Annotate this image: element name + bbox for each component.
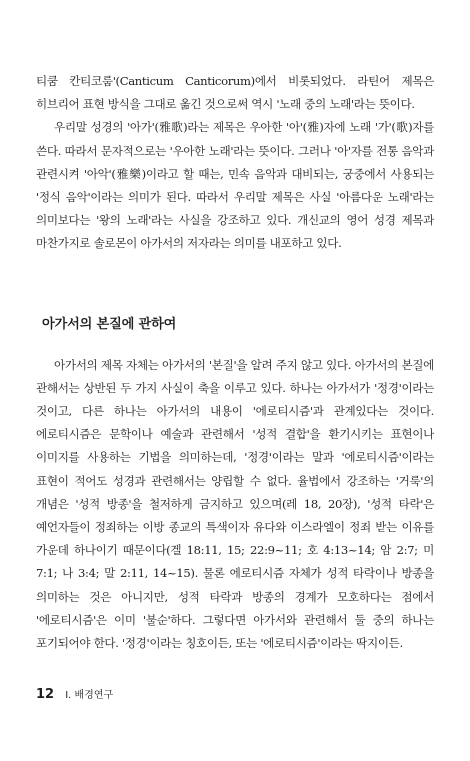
page-body bbox=[36, 70, 434, 655]
page-number: 12 bbox=[36, 687, 55, 702]
section-heading: 아가서의 본질에 관하여 bbox=[42, 316, 177, 332]
section-paragraph-1: 아가서의 제목 자체는 아가서의 '본질'을 알려 주지 않고 있다. 아가서의 본질에 관해서는 상반된 두 가지 사실이 축을 이루고 있다. 하나는 아가서가 '정경'이라는 것이고, 다른 하나는 아가서의 내용이 '에로티시즘'과 관계있다는 것이다. 에로티시즘은 문학이나 예술과 관련해서 '성적 결합'을 환기시키는 표현이나 이미지를 사용하는 기법을 의미하는데, '정경'이라는 말과 '에로티시즘'이라는 표현이 적어도 성경과 관련해서는 양립할 수 없다. 율법에서 강조하는 '거룩'의 개념은 '성적 방종'을 철저하게 금지하고 있으며(레 18, 20장), '성적 타락'은 예언자들이 정죄하는 이방 종교의 특색이자 유다와 이스라엘이 정죄 받는 이유를 가운데 하나이기 때문이다(겔 18:11, 15; 22:9~11; 호 4:13~14; 암 2:7; 미 7:1; 나 3:4; 말 2:11, 14~15). 물론 에로티시즘 자체가 성적 타락이나 방종을 의미하는 것은 아니지만, 성적 타락과 방종의 경계가 모호하다는 점에서 '에로티시즘'은 이미 '불순'하다. 그렇다면 아가서와 관련해서 둘 중의 하나는 포기되어야 한다. '정경'이라는 칭호이든, 또는 '에로티시즘'이라는 딱지이든. bbox=[36, 357, 434, 651]
intro-paragraph-1: 티쿰 칸티코룸'(Canticum Canticorum)에서 비롯되었다. 라틴어 제목은 히브리어 표현 방식을 그대로 옮긴 것으로써 역시 '노래 중의 노래'라는 뜻이다. bbox=[36, 74, 434, 112]
page-footer bbox=[36, 683, 113, 702]
running-title: I. 배경연구 bbox=[65, 690, 114, 701]
intro-paragraph-2: 우리말 성경의 '아가'(雅歌)라는 제목은 우아한 '아'(雅)자에 노래 '가'(歌)자를 쓴다. 따라서 문자적으로는 '우아한 노래'라는 뜻이다. 그러나 '아'자를 전통 음악과 관련시켜 '아악'(雅樂)이라고 할 때는, 민속 음악과 대비되는, 궁중에서 사용되는 '정식 음악'이라는 의미가 된다. 따라서 우리말 제목은 사실 '아름다운 노래'라는 의미보다는 '왕의 노래'라는 사실을 강조하고 있다. 개신교의 영어 성경 제목과 마찬가지로 솔로몬이 아가서의 저자라는 의미를 내포하고 있다. bbox=[36, 120, 434, 251]
